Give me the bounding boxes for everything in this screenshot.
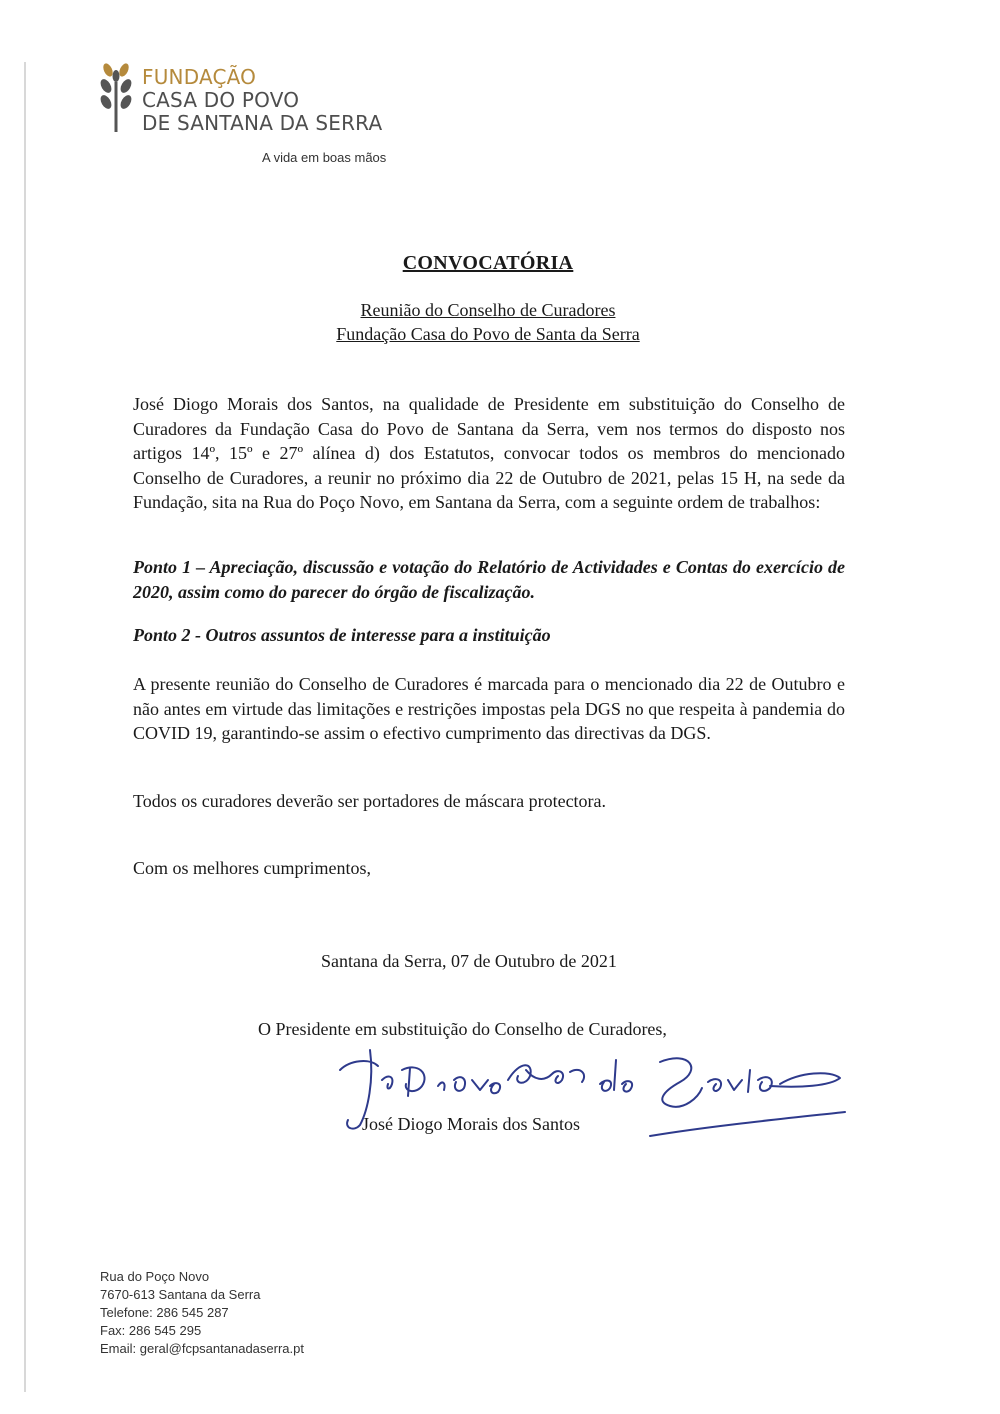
document-subtitle-2: Fundação Casa do Povo de Santa da Serra [336,324,640,344]
agenda-point-1: Ponto 1 – Apreciação, discussão e votação do Relatório de Actividades e Contas do exercício de 2020, assim como do parecer do órgão de fiscalização. [133,557,845,602]
place-and-date: Santana da Serra, 07 de Outubro de 2021 [321,951,617,971]
signer-name: José Diogo Morais dos Santos [362,1114,581,1134]
document-title: CONVOCATÓRIA [402,252,574,274]
footer-phone: Telefone: 286 545 287 [100,1305,229,1320]
footer-address-street: Rua do Poço Novo [100,1269,210,1284]
org-name [142,66,462,135]
footer-contact [100,1268,304,1358]
footer-address-postal: 7670-613 Santana da Serra [100,1287,261,1302]
footer-email: Email: geral@fcpsantanadaserra.pt [100,1341,304,1356]
footer-fax: Fax: 286 545 295 [100,1323,202,1338]
intro-paragraph: José Diogo Morais dos Santos, na qualidade de Presidente em substituição do Conselho de Curadores da Fundação Casa do Povo de Santana da Serra, vem nos termos do disposto nos artigos 14º, 15º e 27º alínea d) dos Estatutos, convocar todos os membros do mencionado Conselho de Curadores, a reunir no próximo dia 22 de Outubro de 2021, pelas 15 H, na sede da Fundação, sita na Rua do Poço Novo, em Santana da Serra, com a seguinte ordem de trabalhos: [133,394,845,512]
wheat-icon [96,62,136,134]
signer-role: O Presidente em substituição do Conselho de Curadores, [258,1019,667,1039]
mask-notice: Todos os curadores deverão ser portadores de máscara protectora. [133,791,607,811]
closing-salutation: Com os melhores cumprimentos, [133,858,371,878]
explanation-paragraph: A presente reunião do Conselho de Curadores é marcada para o mencionado dia 22 de Outubro e não antes em virtude das limitações e restrições impostas pela DGS no que respeita à pandemia do COVID 19, garantindo-se assim o efectivo cumprimento das directivas da DGS. [133,674,845,743]
org-tagline: A vida em boas mãos [262,150,387,165]
document-subtitle-1: Reunião do Conselho de Curadores [360,300,616,320]
org-name-line2: CASA DO POVO [142,88,300,112]
org-name-line1: FUNDAÇÃO [142,65,257,89]
agenda-point-2: Ponto 2 - Outros assuntos de interesse para a instituição [133,625,551,645]
org-name-line3: DE SANTANA DA SERRA [142,111,383,135]
